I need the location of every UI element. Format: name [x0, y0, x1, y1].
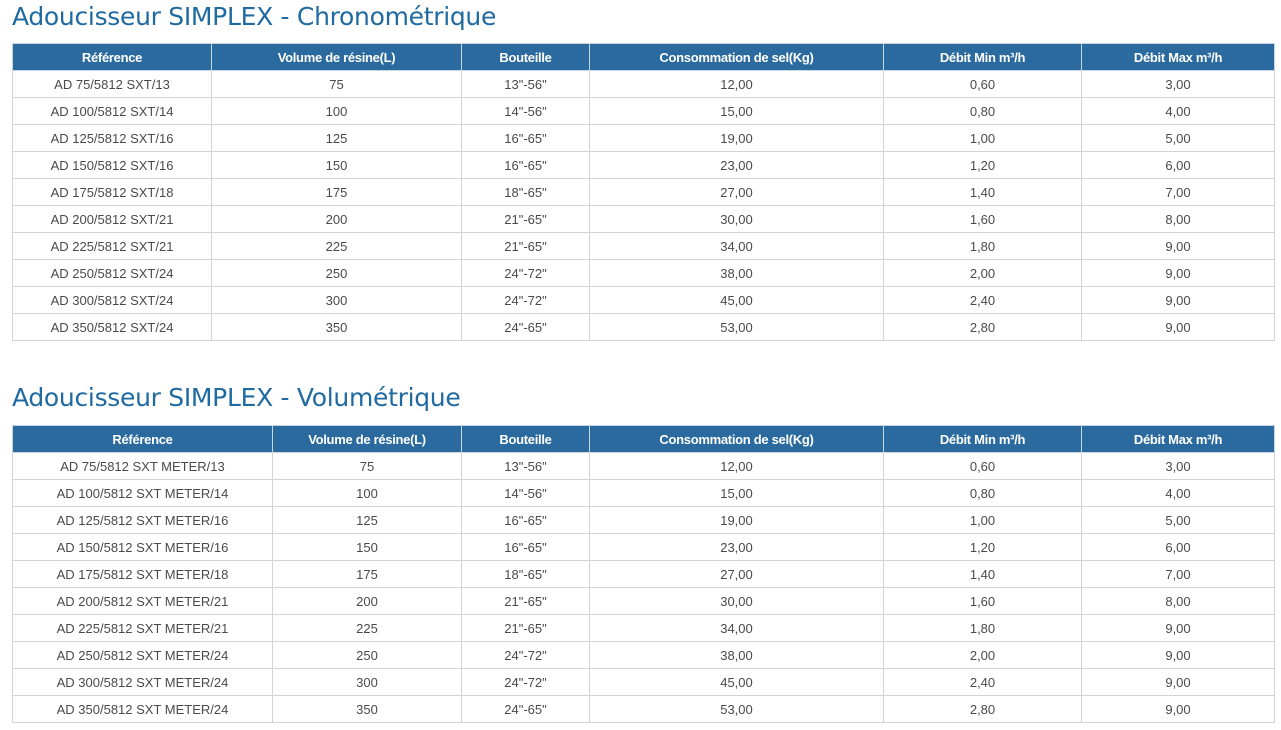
cell-debit-min: 1,40	[884, 561, 1082, 588]
cell-debit-max: 7,00	[1082, 179, 1275, 206]
cell-volume-resine: 75	[212, 71, 462, 98]
cell-reference: AD 200/5812 SXT/21	[13, 206, 212, 233]
cell-consommation-sel: 30,00	[590, 588, 884, 615]
cell-debit-min: 1,60	[884, 206, 1082, 233]
cell-bouteille: 24"-72"	[462, 669, 590, 696]
cell-volume-resine: 100	[212, 98, 462, 125]
table-row	[13, 480, 1275, 507]
cell-volume-resine: 100	[273, 480, 462, 507]
cell-debit-min: 2,00	[884, 642, 1082, 669]
cell-bouteille: 24"-72"	[462, 260, 590, 287]
cell-reference: AD 225/5812 SXT METER/21	[13, 615, 273, 642]
cell-volume-resine: 125	[212, 125, 462, 152]
cell-debit-max: 9,00	[1082, 287, 1275, 314]
table-row	[13, 507, 1275, 534]
table-row	[13, 206, 1275, 233]
cell-bouteille: 24"-72"	[462, 287, 590, 314]
cell-bouteille: 21"-65"	[462, 233, 590, 260]
cell-debit-max: 4,00	[1082, 98, 1275, 125]
cell-volume-resine: 300	[273, 669, 462, 696]
cell-bouteille: 16"-65"	[462, 125, 590, 152]
table-row	[13, 152, 1275, 179]
cell-debit-max: 6,00	[1082, 152, 1275, 179]
cell-debit-min: 1,00	[884, 125, 1082, 152]
cell-volume-resine: 350	[273, 696, 462, 723]
table-row	[13, 588, 1275, 615]
cell-debit-max: 9,00	[1082, 314, 1275, 341]
column-header-debit-max: Débit Max m³/h	[1082, 44, 1275, 71]
table-header-row	[13, 44, 1275, 71]
cell-reference: AD 175/5812 SXT/18	[13, 179, 212, 206]
cell-debit-max: 9,00	[1082, 615, 1275, 642]
table-header-row	[13, 426, 1275, 453]
table-row	[13, 287, 1275, 314]
cell-bouteille: 16"-65"	[462, 507, 590, 534]
cell-reference: AD 350/5812 SXT METER/24	[13, 696, 273, 723]
cell-consommation-sel: 27,00	[590, 179, 884, 206]
cell-reference: AD 75/5812 SXT METER/13	[13, 453, 273, 480]
cell-bouteille: 21"-65"	[462, 206, 590, 233]
cell-debit-min: 2,00	[884, 260, 1082, 287]
cell-reference: AD 100/5812 SXT METER/14	[13, 480, 273, 507]
cell-consommation-sel: 15,00	[590, 98, 884, 125]
cell-debit-min: 2,80	[884, 314, 1082, 341]
spec-table-chronometrique	[12, 43, 1275, 341]
cell-debit-max: 8,00	[1082, 206, 1275, 233]
cell-volume-resine: 175	[273, 561, 462, 588]
table-row	[13, 233, 1275, 260]
cell-volume-resine: 300	[212, 287, 462, 314]
cell-debit-max: 9,00	[1082, 233, 1275, 260]
cell-volume-resine: 200	[212, 206, 462, 233]
column-header-reference: Référence	[13, 426, 273, 453]
cell-consommation-sel: 19,00	[590, 507, 884, 534]
cell-debit-min: 0,60	[884, 453, 1082, 480]
cell-reference: AD 250/5812 SXT METER/24	[13, 642, 273, 669]
cell-consommation-sel: 34,00	[590, 615, 884, 642]
cell-debit-max: 4,00	[1082, 480, 1275, 507]
cell-debit-max: 9,00	[1082, 642, 1275, 669]
cell-reference: AD 350/5812 SXT/24	[13, 314, 212, 341]
cell-consommation-sel: 12,00	[590, 71, 884, 98]
cell-debit-max: 5,00	[1082, 507, 1275, 534]
cell-debit-max: 5,00	[1082, 125, 1275, 152]
cell-volume-resine: 175	[212, 179, 462, 206]
column-header-debit-min: Débit Min m³/h	[884, 426, 1082, 453]
cell-bouteille: 24"-65"	[462, 696, 590, 723]
column-header-debit-min: Débit Min m³/h	[884, 44, 1082, 71]
cell-consommation-sel: 53,00	[590, 314, 884, 341]
table-row	[13, 615, 1275, 642]
cell-bouteille: 13"-56"	[462, 453, 590, 480]
cell-consommation-sel: 45,00	[590, 287, 884, 314]
table-row	[13, 696, 1275, 723]
cell-reference: AD 75/5812 SXT/13	[13, 71, 212, 98]
cell-debit-min: 0,80	[884, 480, 1082, 507]
cell-bouteille: 21"-65"	[462, 588, 590, 615]
cell-volume-resine: 350	[212, 314, 462, 341]
table-row	[13, 98, 1275, 125]
cell-volume-resine: 250	[212, 260, 462, 287]
cell-reference: AD 300/5812 SXT/24	[13, 287, 212, 314]
cell-volume-resine: 75	[273, 453, 462, 480]
cell-bouteille: 13"-56"	[462, 71, 590, 98]
cell-debit-min: 2,40	[884, 669, 1082, 696]
column-header-volume-resine: Volume de résine(L)	[212, 44, 462, 71]
cell-bouteille: 24"-72"	[462, 642, 590, 669]
table-title-chronometrique: Adoucisseur SIMPLEX - Chronométrique	[12, 2, 497, 31]
cell-reference: AD 150/5812 SXT/16	[13, 152, 212, 179]
cell-consommation-sel: 12,00	[590, 453, 884, 480]
cell-debit-max: 9,00	[1082, 696, 1275, 723]
cell-consommation-sel: 45,00	[590, 669, 884, 696]
cell-consommation-sel: 30,00	[590, 206, 884, 233]
cell-consommation-sel: 34,00	[590, 233, 884, 260]
cell-reference: AD 150/5812 SXT METER/16	[13, 534, 273, 561]
cell-bouteille: 16"-65"	[462, 152, 590, 179]
table-row	[13, 561, 1275, 588]
cell-debit-max: 3,00	[1082, 453, 1275, 480]
table-row	[13, 669, 1275, 696]
cell-consommation-sel: 19,00	[590, 125, 884, 152]
table-row	[13, 314, 1275, 341]
cell-consommation-sel: 23,00	[590, 534, 884, 561]
cell-consommation-sel: 38,00	[590, 642, 884, 669]
table-row	[13, 71, 1275, 98]
cell-reference: AD 200/5812 SXT METER/21	[13, 588, 273, 615]
table-row	[13, 534, 1275, 561]
cell-bouteille: 24"-65"	[462, 314, 590, 341]
cell-debit-min: 2,80	[884, 696, 1082, 723]
cell-debit-min: 1,60	[884, 588, 1082, 615]
column-header-bouteille: Bouteille	[462, 426, 590, 453]
cell-bouteille: 18"-65"	[462, 179, 590, 206]
cell-reference: AD 225/5812 SXT/21	[13, 233, 212, 260]
cell-debit-max: 9,00	[1082, 260, 1275, 287]
spec-table-volumetrique	[12, 425, 1275, 723]
cell-reference: AD 125/5812 SXT/16	[13, 125, 212, 152]
table-row	[13, 642, 1275, 669]
cell-reference: AD 300/5812 SXT METER/24	[13, 669, 273, 696]
cell-volume-resine: 225	[212, 233, 462, 260]
cell-bouteille: 21"-65"	[462, 615, 590, 642]
table-row	[13, 453, 1275, 480]
cell-debit-min: 2,40	[884, 287, 1082, 314]
cell-consommation-sel: 27,00	[590, 561, 884, 588]
cell-consommation-sel: 23,00	[590, 152, 884, 179]
column-header-debit-max: Débit Max m³/h	[1082, 426, 1275, 453]
cell-reference: AD 125/5812 SXT METER/16	[13, 507, 273, 534]
cell-volume-resine: 200	[273, 588, 462, 615]
cell-debit-max: 8,00	[1082, 588, 1275, 615]
cell-bouteille: 16"-65"	[462, 534, 590, 561]
cell-debit-max: 7,00	[1082, 561, 1275, 588]
column-header-bouteille: Bouteille	[462, 44, 590, 71]
cell-volume-resine: 150	[273, 534, 462, 561]
cell-reference: AD 175/5812 SXT METER/18	[13, 561, 273, 588]
cell-debit-min: 1,40	[884, 179, 1082, 206]
column-header-volume-resine: Volume de résine(L)	[273, 426, 462, 453]
column-header-consommation-sel: Consommation de sel(Kg)	[590, 426, 884, 453]
cell-consommation-sel: 38,00	[590, 260, 884, 287]
table-row	[13, 125, 1275, 152]
cell-debit-max: 6,00	[1082, 534, 1275, 561]
cell-debit-min: 1,20	[884, 534, 1082, 561]
cell-debit-min: 1,20	[884, 152, 1082, 179]
cell-reference: AD 100/5812 SXT/14	[13, 98, 212, 125]
cell-debit-min: 1,00	[884, 507, 1082, 534]
cell-consommation-sel: 53,00	[590, 696, 884, 723]
cell-debit-min: 1,80	[884, 615, 1082, 642]
cell-bouteille: 14"-56"	[462, 480, 590, 507]
table-title-volumetrique: Adoucisseur SIMPLEX - Volumétrique	[12, 383, 461, 412]
table-row	[13, 179, 1275, 206]
table-row	[13, 260, 1275, 287]
cell-volume-resine: 250	[273, 642, 462, 669]
cell-debit-min: 0,80	[884, 98, 1082, 125]
cell-bouteille: 18"-65"	[462, 561, 590, 588]
cell-reference: AD 250/5812 SXT/24	[13, 260, 212, 287]
column-header-consommation-sel: Consommation de sel(Kg)	[590, 44, 884, 71]
column-header-reference: Référence	[13, 44, 212, 71]
cell-debit-max: 9,00	[1082, 669, 1275, 696]
cell-volume-resine: 125	[273, 507, 462, 534]
cell-debit-min: 0,60	[884, 71, 1082, 98]
cell-bouteille: 14"-56"	[462, 98, 590, 125]
cell-debit-max: 3,00	[1082, 71, 1275, 98]
cell-volume-resine: 225	[273, 615, 462, 642]
cell-consommation-sel: 15,00	[590, 480, 884, 507]
cell-volume-resine: 150	[212, 152, 462, 179]
cell-debit-min: 1,80	[884, 233, 1082, 260]
